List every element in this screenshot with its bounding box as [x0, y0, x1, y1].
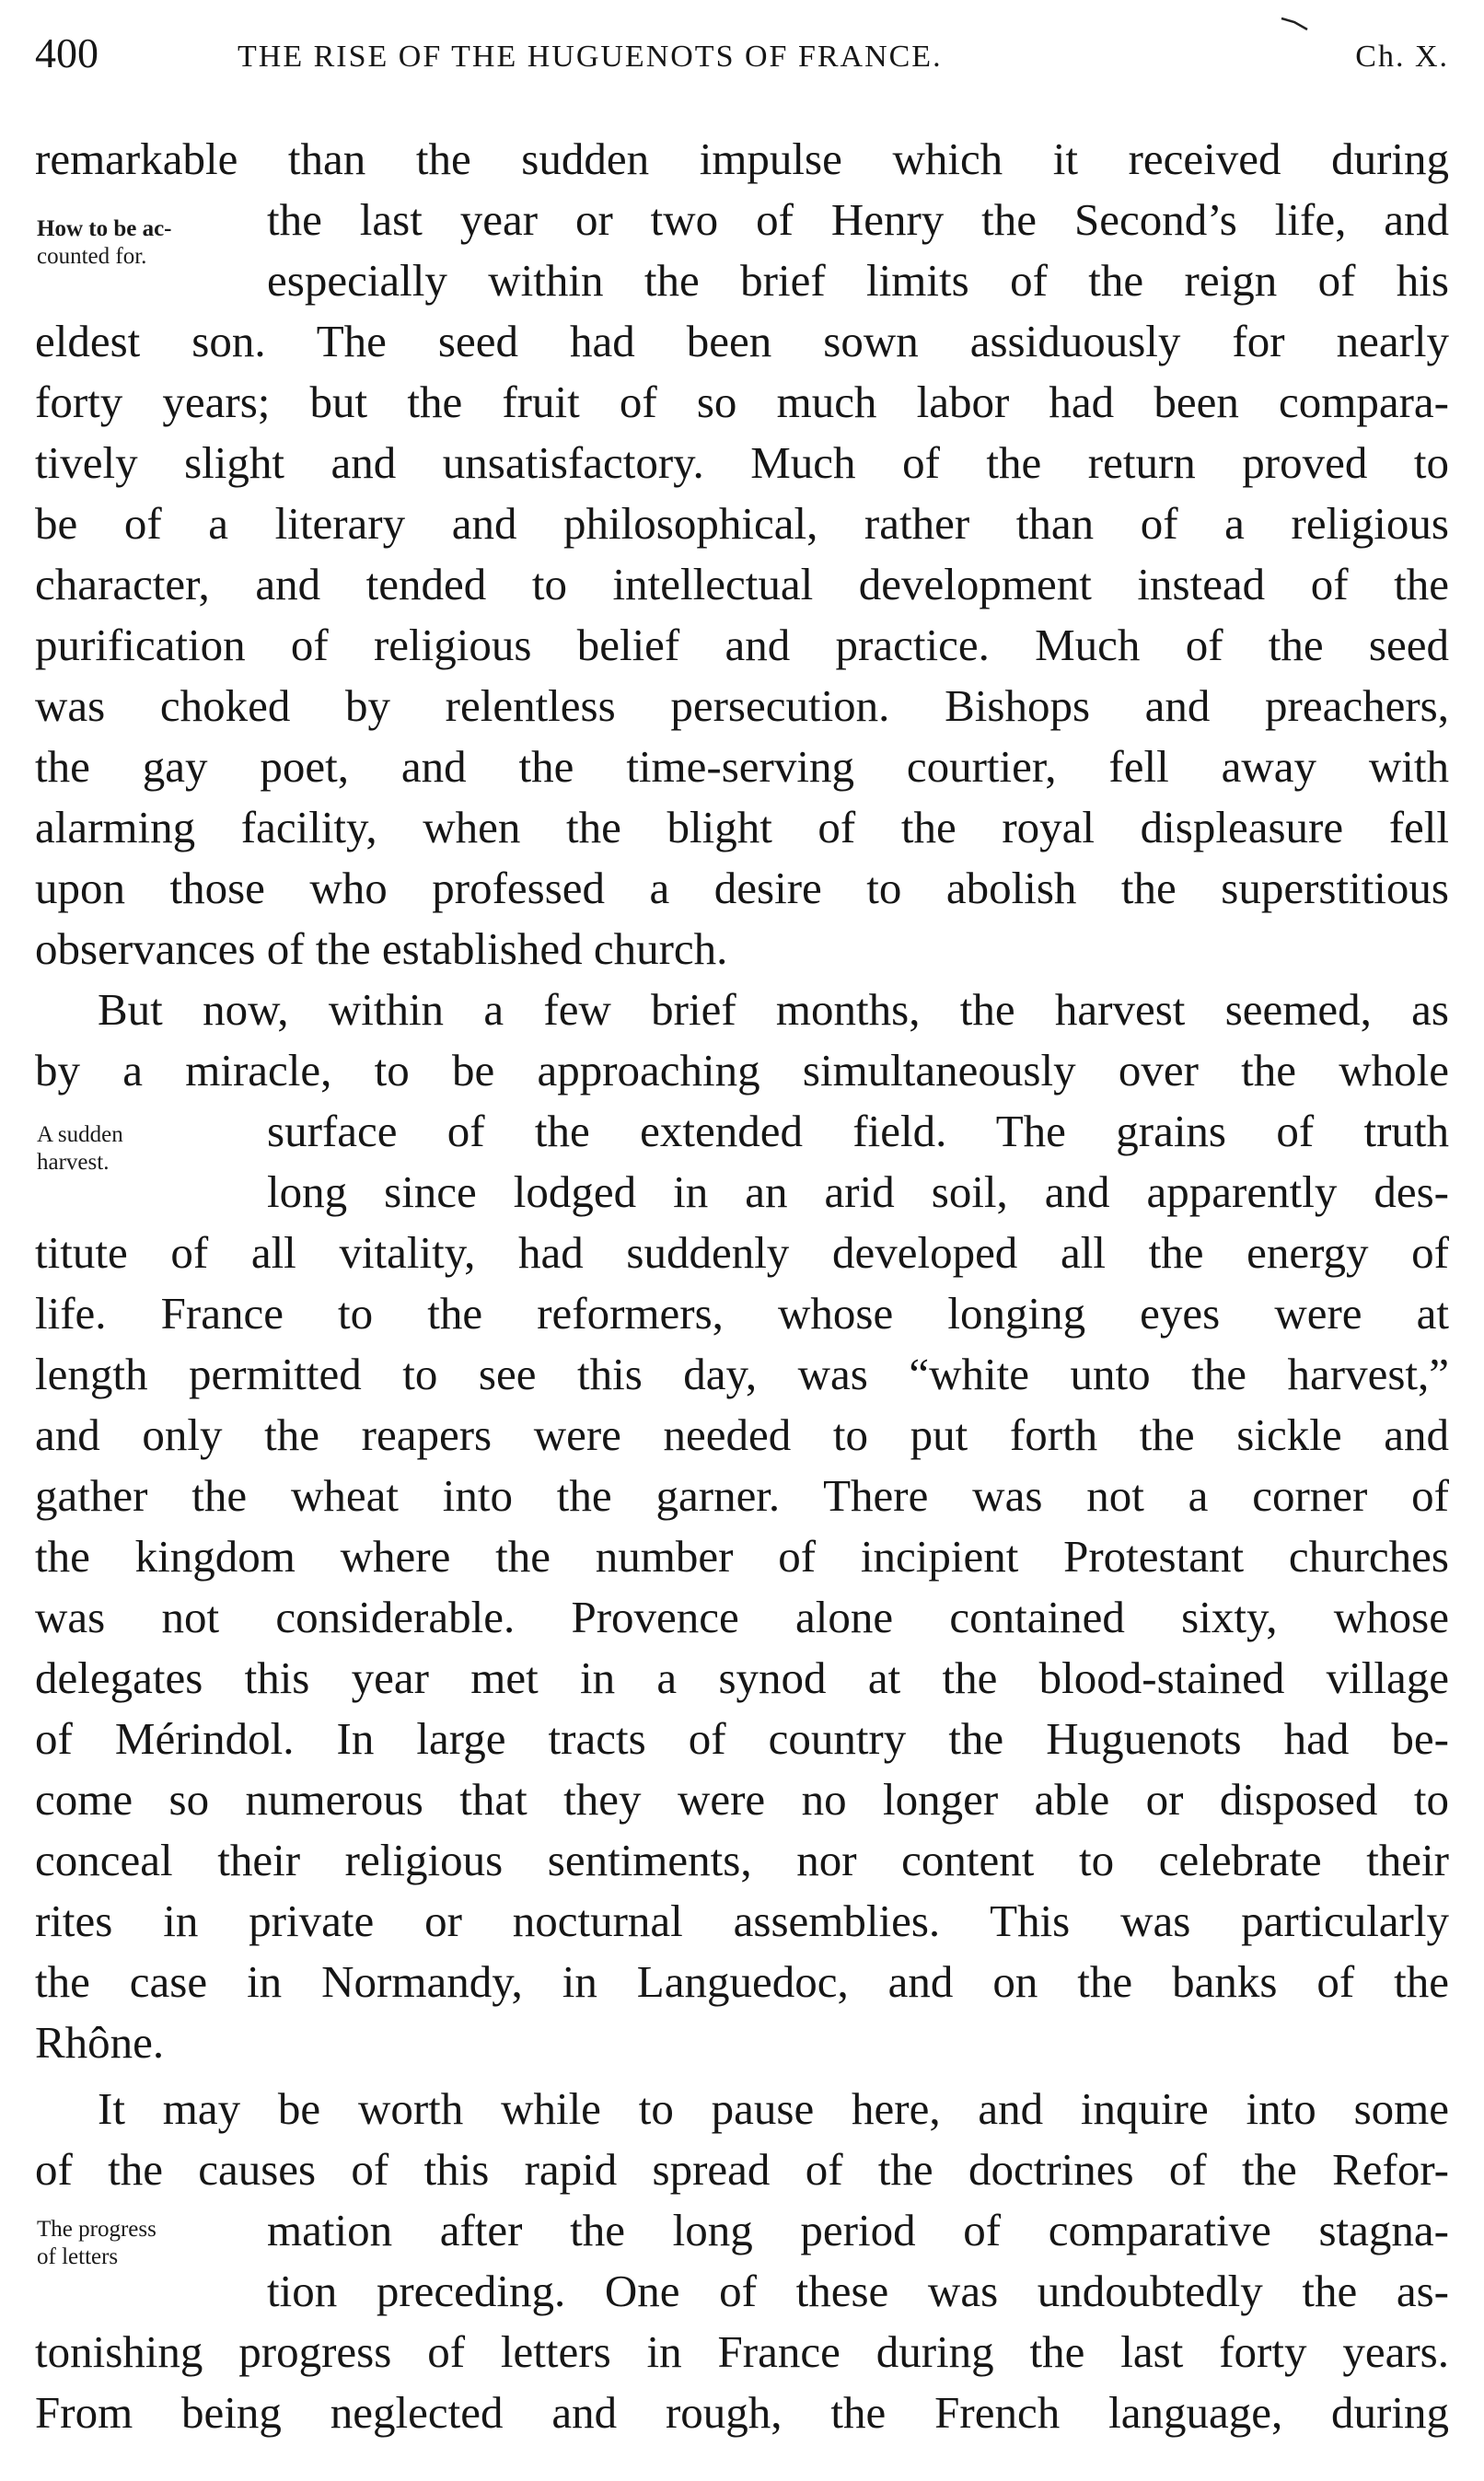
text-line: of the causes of this rapid spread of the doctrines of the Refor-: [35, 2144, 1449, 2195]
text-line: the last year or two of Henry the Second’s life, and: [267, 194, 1449, 245]
text-line: was choked by relentless persecution. Bishops and preachers,: [35, 680, 1449, 731]
text-line: the kingdom where the number of incipient Protestant churches: [35, 1531, 1449, 1582]
running-header: [35, 26, 1449, 81]
text-line: upon those who professed a desire to abolish the superstitious: [35, 863, 1449, 913]
print-mark: [1280, 13, 1311, 31]
text-line: come so numerous that they were no longer able or disposed to: [35, 1774, 1449, 1825]
text-line: was not considerable. Provence alone contained sixty, whose: [35, 1592, 1449, 1642]
text-line: rites in private or nocturnal assemblies. This was particularly: [35, 1896, 1449, 1946]
text-line: It may be worth while to pause here, and inquire into some: [98, 2083, 1449, 2134]
text-line: character, and tended to intellectual development instead of the: [35, 559, 1449, 609]
text-line: Rhône.: [35, 2017, 165, 2068]
chapter-reference: Ch. X.: [1355, 40, 1449, 74]
text-line: mation after the long period of comparative stagna-: [267, 2205, 1449, 2255]
margin-note-line: How to be ac-: [37, 216, 172, 241]
text-line: be of a literary and philosophical, rather than of a religious: [35, 498, 1449, 549]
margin-note-line: counted for.: [37, 244, 147, 269]
text-line: forty years; but the fruit of so much labor had been compara-: [35, 377, 1449, 427]
text-line: of Mérindol. In large tracts of country the Huguenots had be-: [35, 1713, 1449, 1764]
text-line: tonishing progress of letters in France during the last forty years.: [35, 2326, 1449, 2377]
page-number: 400: [35, 29, 99, 76]
text-line: purification of religious belief and practice. Much of the seed: [35, 620, 1449, 670]
text-line: length permitted to see this day, was “white unto the harvest,”: [35, 1349, 1449, 1399]
text-line: the gay poet, and the time-serving courtier, fell away with: [35, 741, 1449, 792]
running-title: THE RISE OF THE HUGUENOTS OF FRANCE.: [238, 40, 943, 74]
text-line: surface of the extended field. The grains of truth: [267, 1106, 1449, 1156]
text-line: long since lodged in an arid soil, and apparently des-: [267, 1166, 1449, 1217]
text-line: gather the wheat into the garner. There was not a corner of: [35, 1470, 1449, 1521]
text-line: But now, within a few brief months, the harvest seemed, as: [98, 984, 1449, 1035]
text-line: especially within the brief limits of the reign of his: [267, 255, 1449, 306]
text-line: by a miracle, to be approaching simultaneously over the whole: [35, 1045, 1449, 1096]
text-line: observances of the established church.: [35, 923, 728, 974]
text-line: titute of all vitality, had suddenly developed all the energy of: [35, 1227, 1449, 1278]
text-line: the case in Normandy, in Languedoc, and on the banks of the: [35, 1956, 1449, 2007]
text-line: conceal their religious sentiments, nor content to celebrate their: [35, 1835, 1449, 1885]
text-line: alarming facility, when the blight of the royal displeasure fell: [35, 802, 1449, 852]
body-text: [35, 129, 1449, 2443]
text-line: tion preceding. One of these was undoubtedly the as-: [267, 2266, 1449, 2316]
text-line: tively slight and unsatisfactory. Much of the return proved to: [35, 437, 1449, 488]
text-line: From being neglected and rough, the French language, during: [35, 2387, 1449, 2438]
margin-note-line: harvest.: [37, 1150, 110, 1175]
text-line: delegates this year met in a synod at the blood-stained village: [35, 1652, 1449, 1703]
text-line: remarkable than the sudden impulse which it received during: [35, 133, 1449, 184]
text-line: eldest son. The seed had been sown assiduously for nearly: [35, 316, 1449, 366]
margin-note-line: of letters: [37, 2244, 119, 2269]
margin-note-line: A sudden: [37, 1122, 123, 1147]
text-line: life. France to the reformers, whose longing eyes were at: [35, 1288, 1449, 1339]
text-line: and only the reapers were needed to put forth the sickle and: [35, 1409, 1449, 1460]
margin-note-line: The progress: [37, 2217, 157, 2242]
